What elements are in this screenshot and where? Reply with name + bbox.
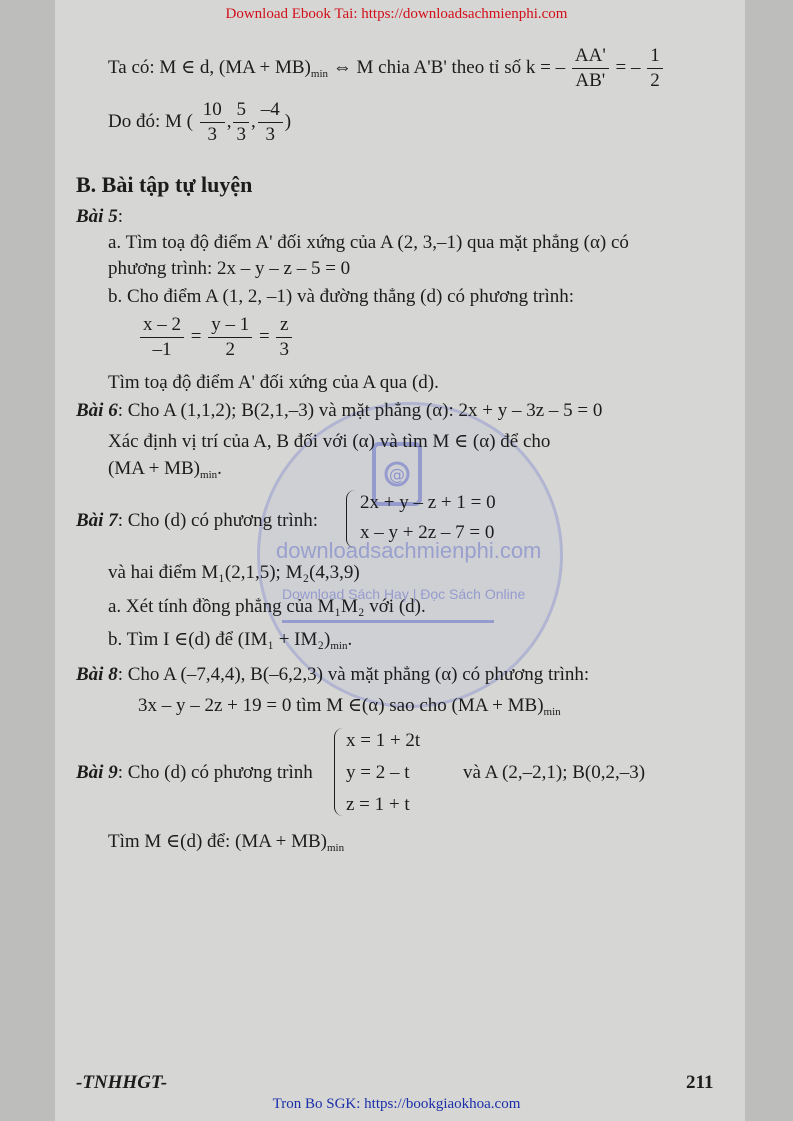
exercise-label: Bài 7 <box>76 510 118 531</box>
bai5-equation: $\frac{x - 2}{-1}$ = $\frac{y - 1}{2}$ = $\frac{z}{3}$ <box>138 313 294 362</box>
bai9-line1: Bài 9: Cho (d) có phương trình <box>76 762 313 783</box>
bai9-line2: Tìm M ∈(d) để: $(MA + MB)_{min}$ <box>108 831 345 854</box>
system-brace <box>346 490 355 548</box>
bai9-system-eq1: x = 1 + 2t <box>346 730 421 751</box>
page-number: 211 <box>686 1072 714 1093</box>
bai6-line3: $(MA + MB)_{min}$. <box>108 458 222 481</box>
exercise-label: Bài 5 <box>76 206 118 227</box>
bai5-b-line2: Tìm toạ độ điểm A' đối xứng của A qua (d). <box>108 372 439 393</box>
fraction: $\frac{AA'}{AB'}$ <box>572 44 609 93</box>
bai6-line2: Xác định vị trí của A, B đối với (α) và tìm M ∈ (α) để cho <box>108 431 551 452</box>
bai7-b: b. Tìm I ∈(d) để $(IM_1 + IM_2)_{min}$. <box>108 629 353 652</box>
fraction: $\frac{10}{3}$ <box>200 98 225 147</box>
bai5-heading <box>76 206 123 228</box>
intro-text: Do đó: M ( <box>108 110 193 132</box>
footer-sgk-link[interactable]: Tron Bo SGK: https://bookgiaokhoa.com <box>272 1096 521 1112</box>
intro-text: ) <box>284 110 292 132</box>
intro-text: = – <box>610 56 641 78</box>
bai9-points: và A (2,–2,1); B(0,2,–3) <box>463 762 646 783</box>
fraction: $\frac{z}{3}$ <box>276 313 292 362</box>
bai8-line1: Bài 8: Cho A (–7,4,4), B(–6,2,3) và mặt phẳng (α) có phương trình: <box>76 664 590 685</box>
fraction: $\frac{x - 2}{-1}$ <box>140 313 184 362</box>
exercise-label: Bài 6 <box>76 400 118 421</box>
bai7-a: a. Xét tính đồng phẳng của M₁M₂ với (d). <box>108 596 426 617</box>
min-subscript: min <box>200 469 218 481</box>
bai7-line1: Bài 7: Cho (d) có phương trình: <box>76 510 319 531</box>
header-download-link[interactable]: Download Ebook Tai: https://downloadsachmienphi.com <box>225 6 568 22</box>
bai9-system-eq2: y = 2 – t <box>346 762 410 783</box>
bai8-line2: 3x – y – 2z + 19 = 0 tìm M ∈(α) sao cho $(MA + MB)_{min}$ <box>138 695 561 718</box>
intro-line-2: Do đó: M ( $\frac{10}{3}$ , $\frac{5}{3}$ , $\frac{-4}{3}$ ) <box>108 99 292 145</box>
system-brace <box>334 728 343 816</box>
bai6-line1: Bài 6: Cho A (1,1,2); B(2,1,–3) và mặt phẳng (α): 2x + y – 3z – 5 = 0 <box>76 400 603 421</box>
fraction: $\frac{y - 1}{2}$ <box>208 313 252 362</box>
watermark-tagline: Download Sách Hay | Đọc Sách Online <box>282 586 526 602</box>
min-subscript: min <box>543 706 561 718</box>
bai7-line2: và hai điểm M₁(2,1,5); M₂(4,3,9) <box>108 562 360 583</box>
intro-text: Ta có: M ∈ d, (MA + MB) <box>108 56 311 78</box>
fraction: $\frac{5}{3}$ <box>233 98 249 147</box>
bai5-a-line2: phương trình: 2x – y – z – 5 = 0 <box>108 258 351 279</box>
intro-line-1 <box>108 44 665 93</box>
exercise-label: Bài 8 <box>76 664 118 685</box>
fraction: $\frac{-4}{3}$ <box>258 98 283 147</box>
intro-text: ⇔ M chia A'B' theo tỉ số k = – <box>328 56 566 78</box>
fraction: $\frac{1}{2}$ <box>647 44 663 93</box>
bai7-system-eq1: 2x + y – z + 1 = 0 <box>360 492 496 513</box>
min-subscript: min <box>327 842 345 854</box>
watermark-site: downloadsachmienphi.com <box>276 538 542 563</box>
svg-text:@: @ <box>389 465 405 484</box>
min-subscript: min <box>330 640 348 652</box>
min-subscript: min <box>310 67 329 80</box>
bai9-system-eq3: z = 1 + t <box>346 794 410 815</box>
bai7-system-eq2: x – y + 2z – 7 = 0 <box>360 522 495 543</box>
section-title: B. Bài tập tự luyện <box>76 172 253 197</box>
watermark-divider <box>282 620 494 623</box>
bai5-b-line1: b. Cho điểm A (1, 2, –1) và đường thẳng (d) có phương trình: <box>108 286 575 307</box>
bai5-a-line1: a. Tìm toạ độ điểm A' đối xứng của A (2, 3,–1) qua mặt phẳng (α) có <box>108 232 629 253</box>
colon: : <box>117 206 123 227</box>
publisher-mark: -TNHHGT- <box>76 1072 168 1093</box>
exercise-label: Bài 9 <box>76 762 118 783</box>
